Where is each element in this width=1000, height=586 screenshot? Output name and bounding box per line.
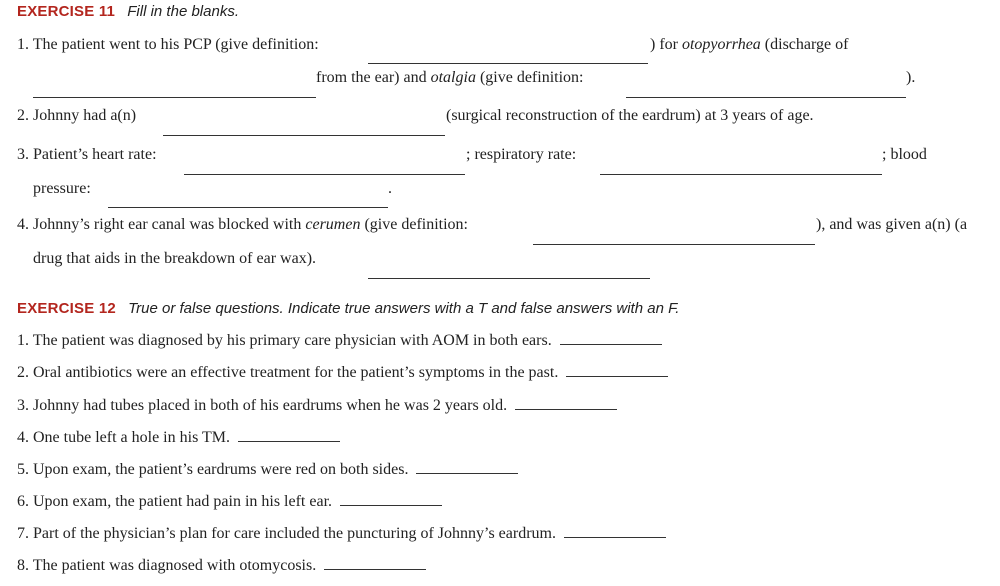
tf-item bbox=[17, 397, 617, 415]
exercise-11-instruction: Fill in the blanks. bbox=[127, 3, 239, 20]
q1-text-c: (discharge of bbox=[764, 36, 849, 53]
tf-item-text: 5. Upon exam, the patient’s eardrums were red on both sides. bbox=[17, 461, 409, 478]
q2-blank-procedure[interactable] bbox=[163, 135, 445, 136]
q3-text-d: pressure: bbox=[33, 180, 91, 197]
q4-term-cerumen: cerumen bbox=[305, 216, 361, 233]
tf-item-text: 7. Part of the physician’s plan for care included the puncturing of Johnny’s eardrum. bbox=[17, 525, 556, 542]
q1-term-otalgia: otalgia bbox=[430, 69, 476, 86]
exercise-12-instruction: True or false questions. Indicate true answers with a T and false answers with an F. bbox=[128, 300, 680, 317]
q3-text-c: ; blood bbox=[882, 146, 927, 163]
q2-text-a: 2. Johnny had a(n) bbox=[17, 107, 137, 124]
tf-item bbox=[17, 525, 666, 543]
tf-item bbox=[17, 332, 662, 350]
tf-answer-blank[interactable] bbox=[324, 569, 426, 570]
q3-blank-blood-pressure[interactable] bbox=[108, 207, 388, 208]
q3-text-b: ; respiratory rate: bbox=[466, 146, 577, 163]
q4-text-line1 bbox=[17, 216, 468, 234]
tf-answer-blank[interactable] bbox=[238, 441, 340, 442]
tf-item bbox=[17, 557, 426, 575]
tf-answer-blank[interactable] bbox=[566, 376, 668, 377]
q4-text-d: drug that aids in the breakdown of ear wax). bbox=[33, 250, 317, 267]
q1-blank-pcp-definition[interactable] bbox=[368, 63, 648, 64]
q1-text-line2 bbox=[316, 69, 583, 87]
tf-item-text: 4. One tube left a hole in his TM. bbox=[17, 429, 230, 446]
q3-blank-respiratory-rate[interactable] bbox=[600, 174, 882, 175]
tf-item-text: 1. The patient was diagnosed by his primary care physician with AOM in both ears. bbox=[17, 332, 552, 349]
tf-item bbox=[17, 364, 668, 382]
tf-answer-blank[interactable] bbox=[416, 473, 518, 474]
exercise-11-header bbox=[17, 3, 239, 20]
q1-blank-otalgia-definition[interactable] bbox=[626, 97, 906, 98]
tf-item bbox=[17, 493, 442, 511]
tf-answer-blank[interactable] bbox=[560, 344, 662, 345]
q1-text-b: ) for bbox=[650, 36, 678, 53]
tf-item-text: 2. Oral antibiotics were an effective treatment for the patient’s symptoms in the past. bbox=[17, 364, 559, 381]
q1-term-otopyorrhea: otopyorrhea bbox=[681, 36, 761, 53]
q4-blank-cerumen-definition[interactable] bbox=[533, 244, 815, 245]
q3-blank-heart-rate[interactable] bbox=[184, 174, 465, 175]
q1-text-a: 1. The patient went to his PCP (give definition: bbox=[17, 36, 319, 53]
q1-text-e: (give definition: bbox=[479, 69, 584, 86]
tf-answer-blank[interactable] bbox=[340, 505, 442, 506]
q1-blank-discharge-of[interactable] bbox=[33, 97, 316, 98]
tf-answer-blank[interactable] bbox=[564, 537, 666, 538]
tf-item-text: 3. Johnny had tubes placed in both of his eardrums when he was 2 years old. bbox=[17, 397, 508, 414]
q2-text-b: (surgical reconstruction of the eardrum) at 3 years of age. bbox=[446, 107, 814, 124]
q1-text-f: ). bbox=[906, 69, 916, 86]
q4-text-a: 4. Johnny’s right ear canal was blocked with bbox=[17, 216, 302, 233]
tf-item bbox=[17, 461, 518, 479]
tf-item-text: 6. Upon exam, the patient had pain in his left ear. bbox=[17, 493, 333, 510]
q4-text-b: (give definition: bbox=[364, 216, 468, 233]
q3-text-a: 3. Patient’s heart rate: bbox=[17, 146, 157, 163]
tf-item-text: 8. The patient was diagnosed with otomycosis. bbox=[17, 557, 317, 574]
q1-text-d: from the ear) and bbox=[316, 69, 427, 86]
exercise-12-label: EXERCISE 12 bbox=[17, 300, 116, 317]
q4-blank-drug[interactable] bbox=[368, 278, 650, 279]
q1-text-line1-end bbox=[650, 36, 848, 54]
q4-text-c: ), and was given a(n) (a bbox=[816, 216, 968, 233]
exercise-12-header bbox=[17, 300, 679, 317]
exercise-11-label: EXERCISE 11 bbox=[17, 3, 116, 20]
tf-item bbox=[17, 429, 340, 447]
tf-answer-blank[interactable] bbox=[515, 409, 617, 410]
q3-text-e: . bbox=[388, 180, 392, 197]
